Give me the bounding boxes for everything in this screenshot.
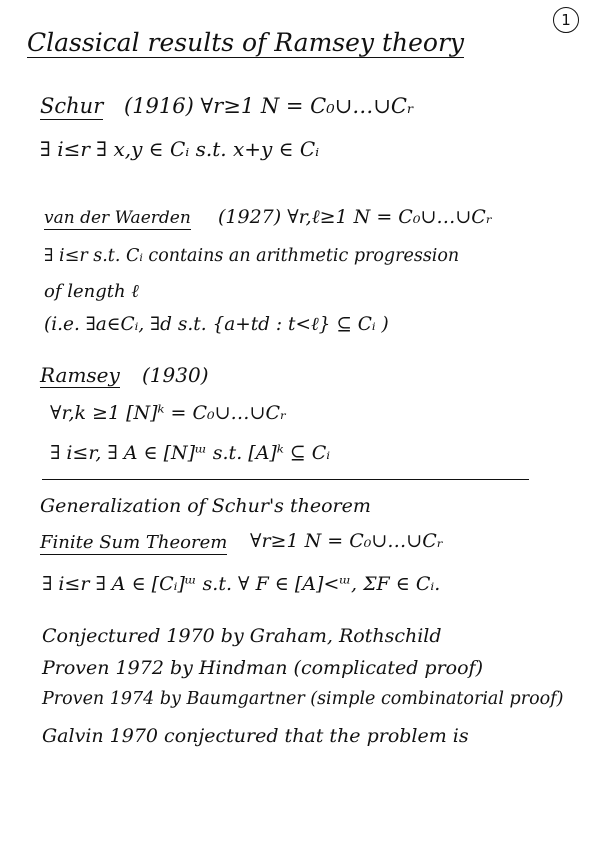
- vdw-line2: ∃ i≤r s.t. Cᵢ contains an arithmetic progression: [44, 246, 460, 266]
- vdw-line3: of length ℓ: [44, 281, 139, 302]
- history-line: Proven 1974 by Baumgartner (simple combinatorial proof): [42, 689, 564, 709]
- page-title: Classical results of Ramsey theory: [27, 28, 465, 57]
- history-line: Proven 1972 by Hindman (complicated proof): [42, 657, 483, 679]
- vdw-heading: van der Waerden: [44, 208, 191, 228]
- page-number: 1: [553, 7, 579, 33]
- fst-conclusion: ∃ i≤r ∃ A ∈ [Cᵢ]ᵚ s.t. ∀ F ∈ [A]<ᵚ, ΣF ∈ Cᵢ.: [42, 573, 441, 595]
- schur-heading: Schur: [40, 94, 104, 118]
- history-line: Galvin 1970 conjectured that the problem is: [42, 725, 469, 747]
- generalization-heading: Generalization of Schur's theorem: [40, 495, 371, 517]
- schur-statement: (1916) ∀r≥1 N = C₀∪…∪Cᵣ: [124, 94, 415, 118]
- vdw-line4: (i.e. ∃a∈Cᵢ, ∃d s.t. {a+td : t<ℓ} ⊆ Cᵢ ): [44, 314, 389, 335]
- ramsey-conclusion: ∃ i≤r, ∃ A ∈ [N]ᵚ s.t. [A]ᵏ ⊆ Cᵢ: [50, 442, 331, 464]
- ramsey-heading: Ramsey: [40, 363, 120, 387]
- ramsey-year: (1930): [142, 363, 209, 387]
- vdw-statement: (1927) ∀r,ℓ≥1 N = C₀∪…∪Cᵣ: [218, 206, 493, 228]
- fst-statement: ∀r≥1 N = C₀∪…∪Cᵣ: [250, 530, 444, 552]
- fst-heading: Finite Sum Theorem: [40, 532, 228, 553]
- ramsey-statement: ∀r,k ≥1 [N]ᵏ = C₀∪…∪Cᵣ: [50, 402, 287, 424]
- history-line: Conjectured 1970 by Graham, Rothschild: [42, 625, 442, 647]
- section-divider: [42, 479, 529, 480]
- schur-conclusion: ∃ i≤r ∃ x,y ∈ Cᵢ s.t. x+y ∈ Cᵢ: [40, 137, 320, 161]
